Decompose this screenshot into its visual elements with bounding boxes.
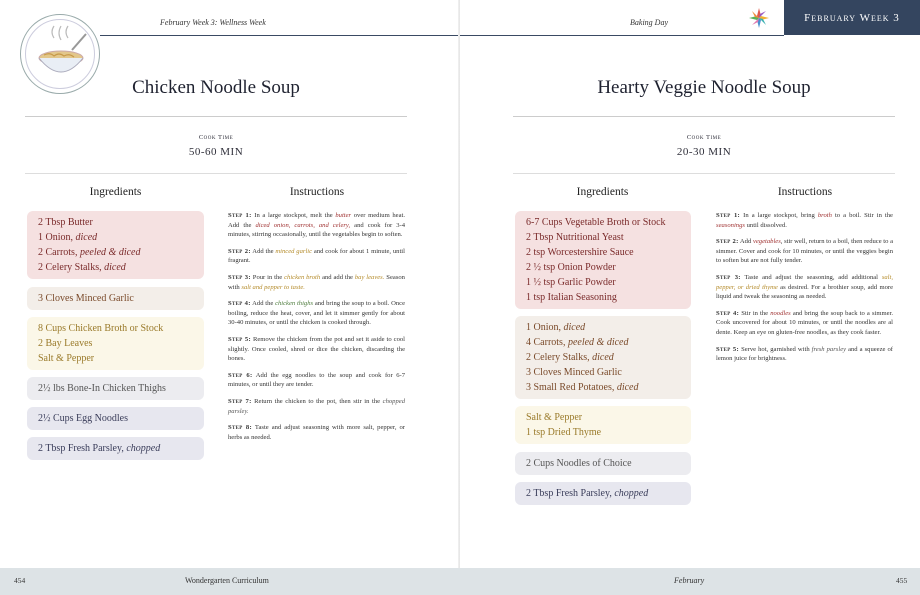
footer-title: Wondergarten Curriculum [185,576,269,585]
step-label: Step 4: [716,309,740,317]
step-text: Add the [250,247,276,255]
week-header: February Week 3: Wellness Week [160,18,266,27]
ingredient-name: 1 Onion, [38,232,76,243]
ingredient-name: 2 Carrots, [38,247,80,258]
step-text: until dissolved. [744,221,787,229]
step-text: as desired. For a brothier soup, add more liquid and tweak the seasoning as needed. [716,283,893,301]
step-text: and add the [320,273,355,281]
footer-title: February [674,576,705,585]
ingredient-name: 3 Cloves Minced Garlic [526,367,622,378]
ingredient-prep-note: diced [563,322,586,333]
ingredient-item [38,215,193,230]
recipe-title: Chicken Noodle Soup [132,77,300,98]
step-label: Step 1: [716,212,741,219]
step-label: Step 5: [716,345,740,353]
ingredient-name: 2 ½ tsp Onion Powder [526,262,616,273]
step-text: and cook for 3-4 minutes, stirring occasionally, until the vegetables begin to soften. [228,221,405,239]
cook-time-label: Cook Time [198,134,234,141]
step-highlight: seasonings [716,221,745,229]
week-badge: February Week 3 [784,0,920,35]
instructions-heading: Instructions [289,186,345,198]
recipe-title: Hearty Veggie Noodle Soup [597,77,811,98]
instruction-step [228,423,405,442]
ingredient-item [526,350,680,365]
ingredients-heading: Ingredients [576,186,629,198]
step-label: Step 2: [228,247,251,255]
step-label: Step 6: [228,371,253,379]
instruction-step [716,211,893,230]
step-text: Stir in the [739,309,771,317]
step-highlight: broth [817,212,832,219]
ingredient-item [526,290,680,305]
ingredient-item [526,456,680,471]
step-label: Step 8: [228,424,252,432]
ingredient-item [526,275,680,290]
step-text: Serve hot, garnished with [739,345,812,353]
right-page [460,0,920,595]
ingredient-item [38,321,193,336]
ingredient-item [38,245,193,260]
cook-time-rule [25,173,407,174]
ingredient-name: Salt & Pepper [526,412,583,423]
instruction-step [228,335,405,364]
title-rule [25,116,407,117]
step-text: Return the chicken to the pot, then stir in the [251,397,383,405]
step-label: Step 7: [228,397,252,405]
ingredient-item [526,365,680,380]
step-text: to a boil. Stir in the [831,212,893,219]
ingredient-name: 2 tsp Worcestershire Sauce [526,247,634,258]
cook-time-rule [513,173,895,174]
ingredient-prep-note: peeled & diced [567,337,629,348]
ingredient-name: 2 Tbsp Butter [38,217,93,228]
step-label: Step 2: [716,238,739,246]
ingredient-name: 2½ lbs Bone-In Chicken Thighs [38,383,166,394]
ingredient-item [526,335,680,350]
step-text: Pour in the [250,273,285,281]
ingredients-heading: Ingredients [89,186,142,198]
ingredient-group [27,317,204,370]
step-highlight: fresh parsley [811,345,847,353]
ingredient-group [515,211,691,309]
ingredient-item [38,230,193,245]
ingredient-group [27,437,204,460]
header-rule [460,35,784,36]
ingredient-name: 8 Cups Chicken Broth or Stock [38,323,164,334]
step-text: Add [738,238,753,246]
step-label: Step 5: [228,335,251,343]
ingredient-group [515,482,691,505]
step-text: , stir well, return to a boil, then reduce to a simmer. Cover and cook for 10 minutes, or until the veggies begin to soften but are not fully tender. [716,238,894,265]
ingredient-name: 2 Tbsp Fresh Parsley, [526,488,615,499]
step-text: Season with [228,273,405,291]
ingredient-group [515,406,691,444]
ingredient-item [38,381,193,396]
cook-time-label: Cook Time [686,134,722,141]
ingredient-prep-note: peeled & diced [79,247,141,258]
instruction-step [716,309,893,338]
instruction-steps [228,211,405,449]
page-number: 454 [14,576,26,585]
title-rule [513,116,895,117]
ingredient-name: 4 Carrots, [526,337,568,348]
step-label: Step 1: [228,212,252,219]
cook-time-value: 20-30 MIN [676,146,732,158]
step-highlight: chicken broth [284,273,321,281]
ingredient-group [27,211,204,279]
step-label: Step 4: [228,300,251,308]
ingredient-item [38,260,193,275]
ingredient-item [526,320,680,335]
step-text: In a large stockpot, bring [740,212,818,219]
ingredient-prep-note: diced [616,382,639,393]
header-rule [100,35,460,36]
ingredient-group [515,452,691,475]
ingredient-name: 2 Tbsp Nutritional Yeast [526,232,624,243]
ingredient-prep-note: chopped [126,443,161,454]
step-highlight: noodles [770,309,791,317]
step-text: over medium heat. Add the [228,212,405,229]
ingredient-name: 1 Onion, [526,322,564,333]
step-highlight: diced onion, carrots, and celery, [255,221,351,229]
ingredient-prep-note: diced [592,352,614,363]
instruction-step [716,273,893,302]
ingredient-name: 2 Celery Stalks, [526,352,593,363]
ingredient-name: 2 Tbsp Fresh Parsley, [38,443,127,454]
step-highlight: butter [335,212,352,219]
ingredient-group [515,316,691,399]
ingredient-item [526,215,680,230]
instruction-steps [716,211,893,371]
step-highlight: minced garlic [275,247,313,255]
ingredient-item [38,411,193,426]
ingredient-item [38,441,193,456]
ingredient-item [38,351,193,366]
footer-bar [460,568,920,595]
ingredient-name: 6-7 Cups Vegetable Broth or Stock [526,217,666,228]
ingredient-item [526,230,680,245]
instruction-step [228,299,405,328]
instruction-step [716,345,893,364]
step-text: Remove the chicken from the pot and set it aside to cool slightly. Once cooled, shred or dice the chicken, discarding the bones. [228,335,405,363]
step-text: and bring the soup to a boil. Once boiling, reduce the heat, cover, and let it simmer gently for about 30-40 minutes, or until the chicken is cooked through. [228,300,405,327]
ingredient-item [526,486,680,501]
step-highlight: salt and pepper to taste. [241,283,305,291]
instruction-step [228,211,405,240]
ingredient-prep-note: diced [104,262,126,273]
ingredient-item [526,245,680,260]
ingredient-name: 2½ Cups Egg Noodles [38,413,128,424]
ingredient-name: 2 Bay Leaves [38,338,93,349]
step-text: and cook for about 1 minute, until fragrant. [228,247,405,265]
ingredient-name: 1 ½ tsp Garlic Powder [526,277,616,288]
step-highlight: salt, pepper, or dried thyme [716,273,893,291]
step-highlight: vegetables [752,238,781,246]
ingredient-prep-note: chopped [614,488,649,499]
ingredient-name: Salt & Pepper [38,353,95,364]
ingredient-name: 1 tsp Dried Thyme [526,427,602,438]
step-label: Step 3: [716,273,741,281]
step-text: Add the egg noodles to the soup and cook for 6-7 minutes, or until they are tender. [228,371,405,389]
step-text: Taste and adjust the seasoning, add additional [740,273,882,281]
instruction-step [716,237,893,266]
step-highlight: chopped parsley. [228,397,405,415]
ingredient-item [38,291,193,306]
footer-bar [0,568,460,595]
ingredient-name: 1 tsp Italian Seasoning [526,292,617,303]
step-label: Step 3: [228,273,251,281]
step-highlight: chicken thighs [275,300,314,308]
ingredient-name: 3 Small Red Potatoes, [526,382,617,393]
ingredient-item [526,425,680,440]
ingredient-item [38,336,193,351]
star-logo-icon [748,7,770,29]
ingredient-name: 3 Cloves Minced Garlic [38,293,134,304]
instruction-step [228,273,405,292]
ingredient-group [27,377,204,400]
day-header: Baking Day [630,18,668,27]
step-text: Add the [250,300,276,308]
step-text: and bring the soup back to a simmer. Cook uncovered for about 10 minutes, or until the noodles are al dente. Keep an eye on gluten-free noodles, as they cook faster. [716,309,894,336]
page-number: 455 [896,576,908,585]
cook-time-value: 50-60 MIN [188,146,244,158]
instruction-step [228,371,405,390]
ingredient-name: 2 Celery Stalks, [38,262,105,273]
step-text: Taste and adjust seasoning with more salt, pepper, or herbs as needed. [228,424,405,441]
instruction-step [228,397,405,416]
step-text: and a squeeze of lemon juice for brightness. [716,345,893,363]
ingredient-prep-note: diced [75,232,98,243]
instructions-heading: Instructions [777,186,833,198]
ingredient-name: 2 Cups Noodles of Choice [526,458,632,469]
ingredient-item [526,380,680,395]
ingredient-group [27,287,204,310]
step-text: In a large stockpot, melt the [251,212,336,219]
ingredient-item [526,260,680,275]
ingredient-group [27,407,204,430]
instruction-step [228,247,405,266]
step-highlight: bay leaves. [354,273,385,281]
ingredient-item [526,410,680,425]
